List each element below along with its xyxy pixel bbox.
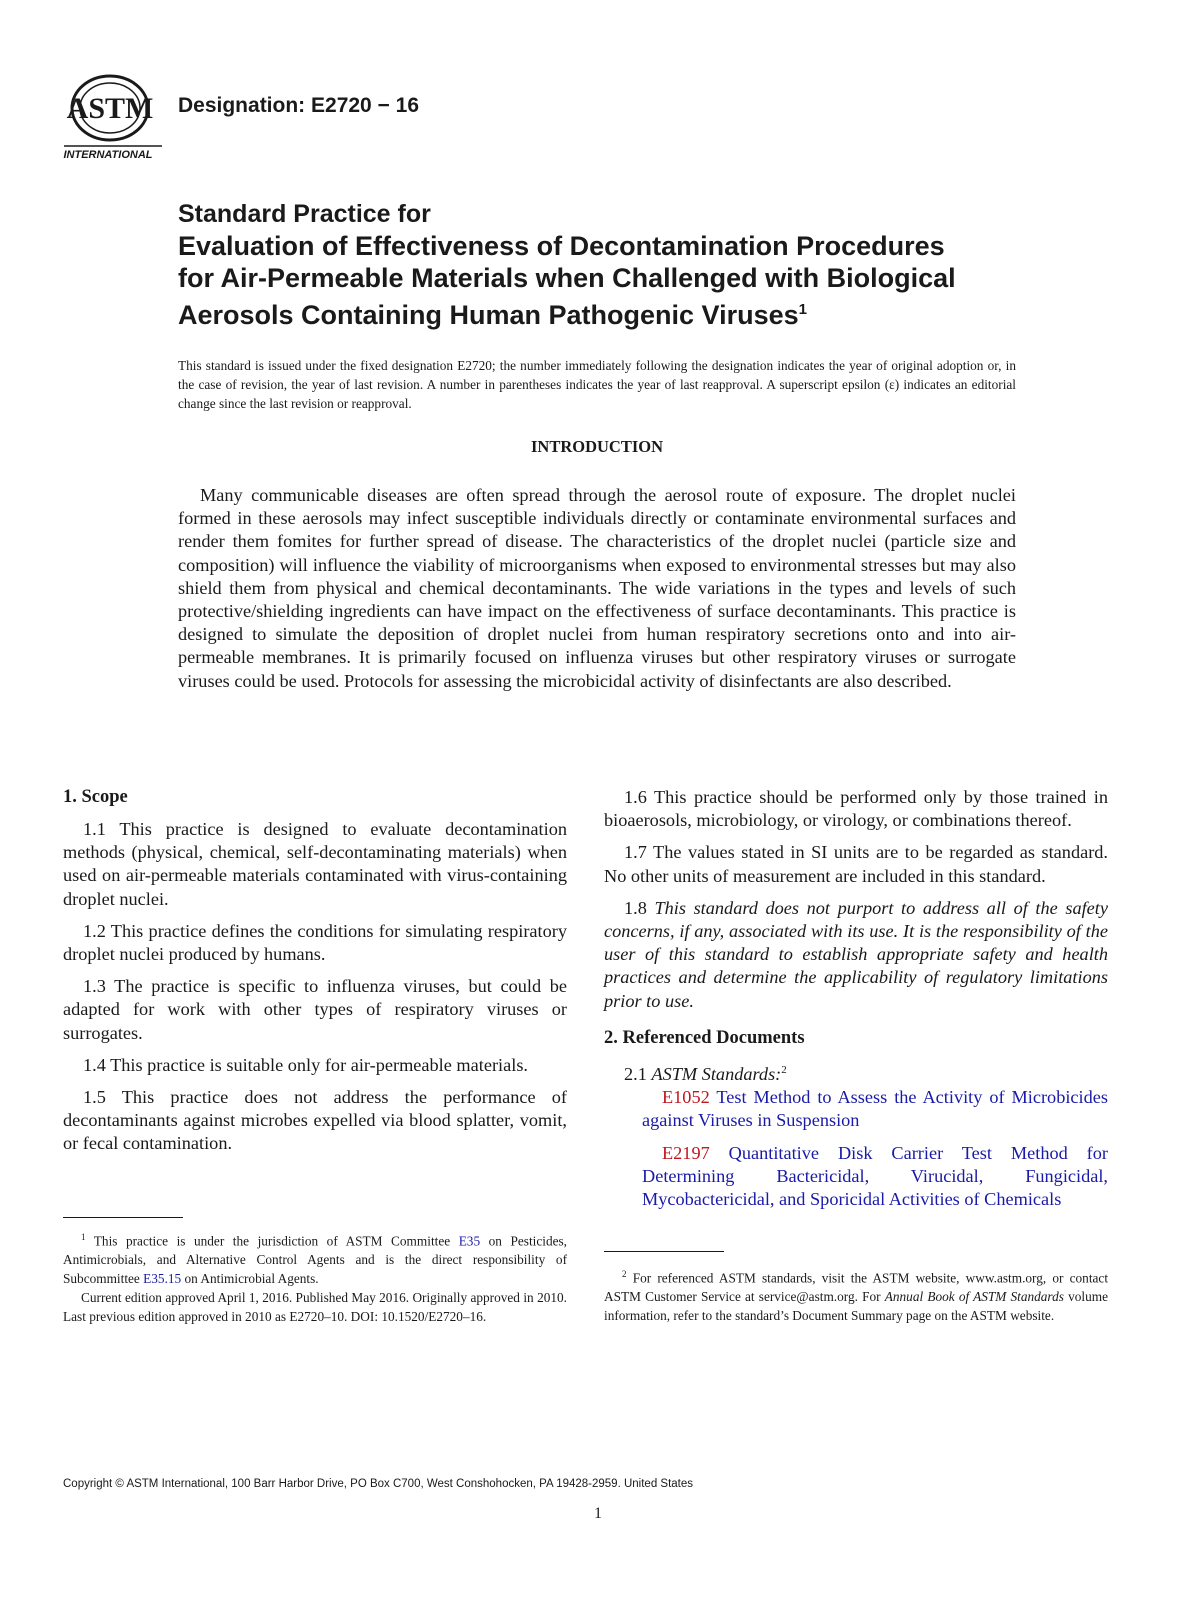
astm-standards-label: ASTM Standards:	[651, 1063, 782, 1084]
astm-logo	[62, 72, 166, 164]
scope-1-7: 1.7 The values stated in SI units are to be regarded as standard. No other units of measurement are included in this standard.	[604, 842, 1108, 886]
right-column	[604, 786, 1108, 1220]
scope-1-8-text: This standard does not purport to address all of the safety concerns, if any, associated with its use. It is the responsibility of the user of this standard to establish appropriate safety and health practices and determine the applicability of regulatory limitations prior to use.	[604, 897, 1108, 1011]
footnote-1-text-c: on Antimicrobial Agents.	[184, 1271, 319, 1287]
footnote-2-mark: 2	[622, 1269, 627, 1279]
scope-1-6: 1.6 This practice should be performed only by those trained in bioaerosols, microbiology, or virology, or combinations thereof.	[604, 787, 1108, 831]
scope-1-2: 1.2 This practice defines the conditions for simulating respiratory droplet nuclei produced by humans.	[63, 920, 567, 965]
reference-item[interactable]	[604, 1142, 1108, 1212]
page-number: 1	[594, 1505, 602, 1522]
title-line-4: Aerosols Containing Human Pathogenic Viruses	[178, 300, 799, 330]
footnote-2-text-a: For referenced ASTM standards, visit the ASTM website, www.astm.org, or contact ASTM Customer Service at service@astm.org. For	[604, 1270, 1109, 1305]
scope-1-4: 1.4 This practice is suitable only for air-permeable materials.	[83, 1054, 528, 1075]
scope-heading: 1. Scope	[63, 787, 128, 807]
footnote-2	[604, 1265, 1108, 1325]
footnote-divider-left	[63, 1217, 183, 1218]
reference-code[interactable]: E1052	[662, 1087, 710, 1108]
footnote-2-text-b: volume information, refer to the standard’s Document Summary page on the ASTM website.	[604, 1289, 1108, 1324]
reference-item[interactable]	[604, 1086, 1108, 1132]
footnote-2-italic: Annual Book of ASTM Standards	[884, 1289, 1064, 1305]
scope-1-1: 1.1 This practice is designed to evaluate decontamination methods (physical, chemical, self-decontaminating materials) when used on air-permeable materials contaminated with virus-containing droplet nuclei.	[63, 819, 567, 909]
title-line-3: for Air-Permeable Materials when Challenged with Biological	[178, 263, 956, 293]
title-line-2: Evaluation of Effectiveness of Decontamination Procedures	[178, 231, 945, 261]
footnote-divider-right	[604, 1251, 724, 1252]
footnote-1	[63, 1228, 567, 1326]
committee-link[interactable]: E35	[458, 1233, 481, 1249]
issuance-notice: This standard is issued under the fixed designation E2720; the number immediately following the designation indicates the year of original adoption or, in the case of revision, the year of last revision. A number in parentheses indicates the year of last reapproval. A superscript epsilon (ε) indicates an editorial change since the last revision or reapproval.	[178, 358, 1016, 411]
scope-1-5: 1.5 This practice does not address the performance of decontaminants against microbes expelled via blood splatter, vomit, or fecal contamination.	[63, 1087, 567, 1154]
title-line-1: Standard Practice for	[178, 200, 431, 228]
reference-title[interactable]: Test Method to Assess the Activity of Microbicides against Viruses in Suspension	[642, 1087, 1108, 1131]
footnote-1-text-b: on Pesticides, Antimicrobials, and Alternative Control Agents and is the direct responsibility of Subcommittee	[63, 1233, 567, 1287]
footnote-1-edition: Current edition approved April 1, 2016. Published May 2016. Originally approved in 2010. Last previous edition approved in 2010 as E2720–10. DOI: 10.1520/E2720–16.	[63, 1290, 567, 1325]
astm-standards-number: 2.1	[624, 1063, 647, 1084]
referenced-documents-heading: 2. Referenced Documents	[604, 1027, 805, 1048]
footnote-1-text-a: This practice is under the jurisdiction of ASTM Committee	[93, 1233, 451, 1249]
scope-1-8	[604, 897, 1108, 1013]
introduction-text: Many communicable diseases are often spread through the aerosol route of exposure. The droplet nuclei formed in these aerosols may infect susceptible individuals directly or contaminate environmental surfaces and render them fomites for further spread of disease. The characteristics of the droplet nuclei (particle size and composition) will influence the viability of microorganisms when exposed to environmental stresses but may also shield them from physical and chemical decontaminants. The wide variations in the types and levels of such protective/shielding ingredients can have impact on the effectiveness of surface decontaminants. This practice is designed to simulate the deposition of droplet nuclei from human respiratory secretions onto and into air-permeable membranes. It is primarily focused on influenza viruses but other respiratory viruses or surrogate viruses could be used. Protocols for assessing the microbicidal activity of disinfectants are also described.	[178, 485, 1016, 691]
copyright-notice: Copyright © ASTM International, 100 Barr Harbor Drive, PO Box C700, West Conshohocken, PA 19428-2959. United States	[63, 1478, 694, 1490]
astm-standards-footnote-mark: 2	[781, 1063, 787, 1076]
logo-text: ASTM	[66, 92, 154, 125]
left-column	[63, 786, 567, 1165]
reference-code[interactable]: E2197	[662, 1142, 710, 1163]
reference-title[interactable]: Quantitative Disk Carrier Test Method for Determining Bactericidal, Virucidal, Fungicidal, Mycobactericidal, and Sporicidal Activities of Chemicals	[642, 1142, 1108, 1209]
document-title	[178, 198, 1038, 331]
subcommittee-link[interactable]: E35.15	[143, 1271, 182, 1287]
scope-1-3: 1.3 The practice is specific to influenza viruses, but could be adapted for work with other types of respiratory viruses or surrogates.	[63, 976, 567, 1043]
footnote-1-mark: 1	[81, 1232, 86, 1242]
astm-standards-subheading	[604, 1059, 1108, 1086]
astm-logo-graphic	[62, 72, 166, 164]
introduction-heading: INTRODUCTION	[530, 437, 664, 456]
scope-1-8-number: 1.8	[624, 897, 647, 918]
title-footnote-mark: 1	[798, 301, 807, 318]
designation: Designation: E2720 − 16	[178, 94, 420, 117]
logo-subtext: INTERNATIONAL	[63, 149, 153, 161]
